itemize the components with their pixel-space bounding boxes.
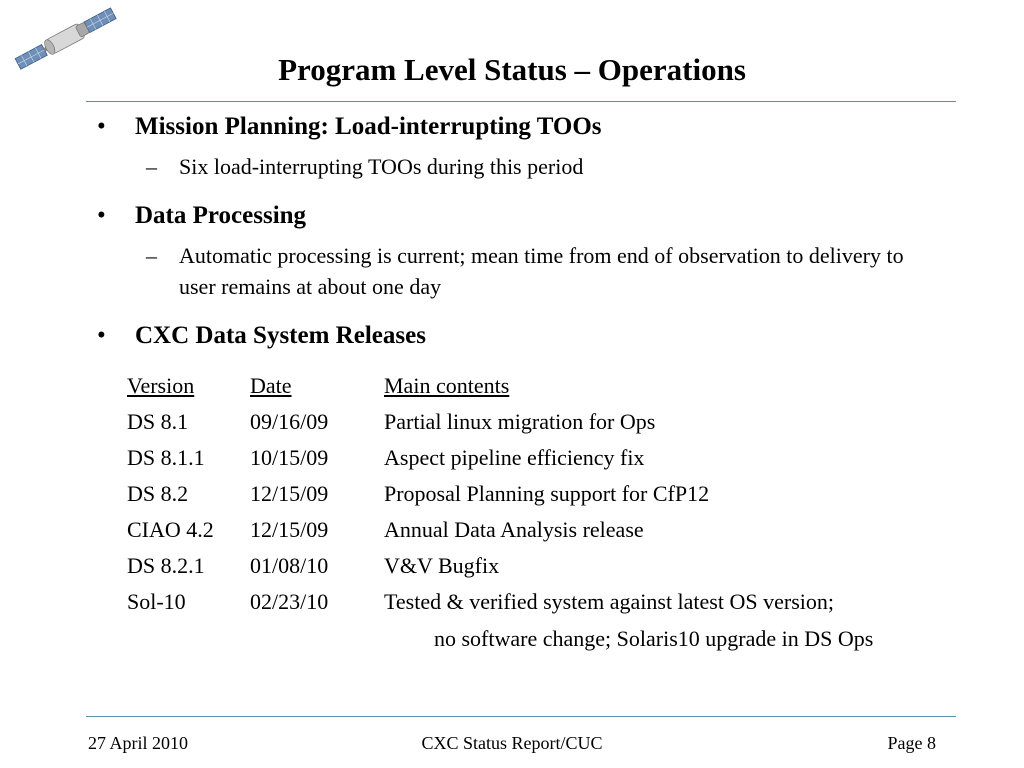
bullet-dot: • (97, 322, 106, 349)
cell-date: 12/15/09 (250, 517, 329, 542)
cell-version: CIAO 4.2 (127, 517, 214, 542)
cell-contents: Partial linux migration for Ops (384, 409, 656, 434)
bullet-dot: • (97, 202, 106, 229)
table-row (124, 512, 838, 548)
table-row (124, 440, 838, 476)
cell-contents: Proposal Planning support for CfP12 (384, 481, 710, 506)
table-row (124, 404, 838, 440)
header-date: Date (250, 373, 292, 398)
release-note-continuation: no software change; Solaris10 upgrade in DS Ops (434, 626, 874, 651)
cell-contents: Aspect pipeline efficiency fix (384, 445, 645, 470)
footer-page-number: Page 8 (887, 733, 936, 753)
cell-date: 01/08/10 (250, 553, 329, 578)
bullet-text: CXC Data System Releases (135, 322, 426, 349)
sub-text: Six load-interrupting TOOs during this period (179, 154, 584, 179)
cell-contents: V&V Bugfix (384, 553, 500, 578)
sub-text: Automatic processing is current; mean time from end of observation to delivery to user remains at about one day (179, 243, 904, 299)
bullet-dot: • (97, 113, 106, 140)
sub-dash: – (146, 154, 157, 179)
cell-version: DS 8.1.1 (127, 445, 205, 470)
table-row (124, 548, 838, 584)
cell-date: 12/15/09 (250, 481, 329, 506)
cell-version: DS 8.2.1 (127, 553, 205, 578)
cell-version: Sol-10 (127, 589, 186, 614)
table-row (124, 476, 838, 512)
footer-date: 27 April 2010 (88, 733, 189, 753)
cell-date: 10/15/09 (250, 445, 329, 470)
cell-date: 02/23/10 (250, 589, 329, 614)
cell-version: DS 8.2 (127, 481, 189, 506)
title-divider (86, 101, 956, 102)
cell-date: 09/16/09 (250, 409, 329, 434)
slide-title: Program Level Status – Operations (278, 52, 746, 87)
header-main-contents: Main contents (384, 373, 510, 398)
footer-divider (86, 716, 956, 717)
releases-table (124, 368, 838, 620)
bullet-text: Mission Planning: Load-interrupting TOOs (135, 113, 602, 140)
header-version: Version (127, 373, 195, 398)
releases-header-row (124, 368, 838, 404)
cell-contents: Tested & verified system against latest OS version; (384, 589, 834, 614)
bullet-text: Data Processing (135, 202, 307, 229)
table-row (124, 584, 838, 620)
footer-report-name: CXC Status Report/CUC (421, 733, 603, 753)
sub-dash: – (146, 243, 157, 268)
cell-version: DS 8.1 (127, 409, 189, 434)
cell-contents: Annual Data Analysis release (384, 517, 644, 542)
